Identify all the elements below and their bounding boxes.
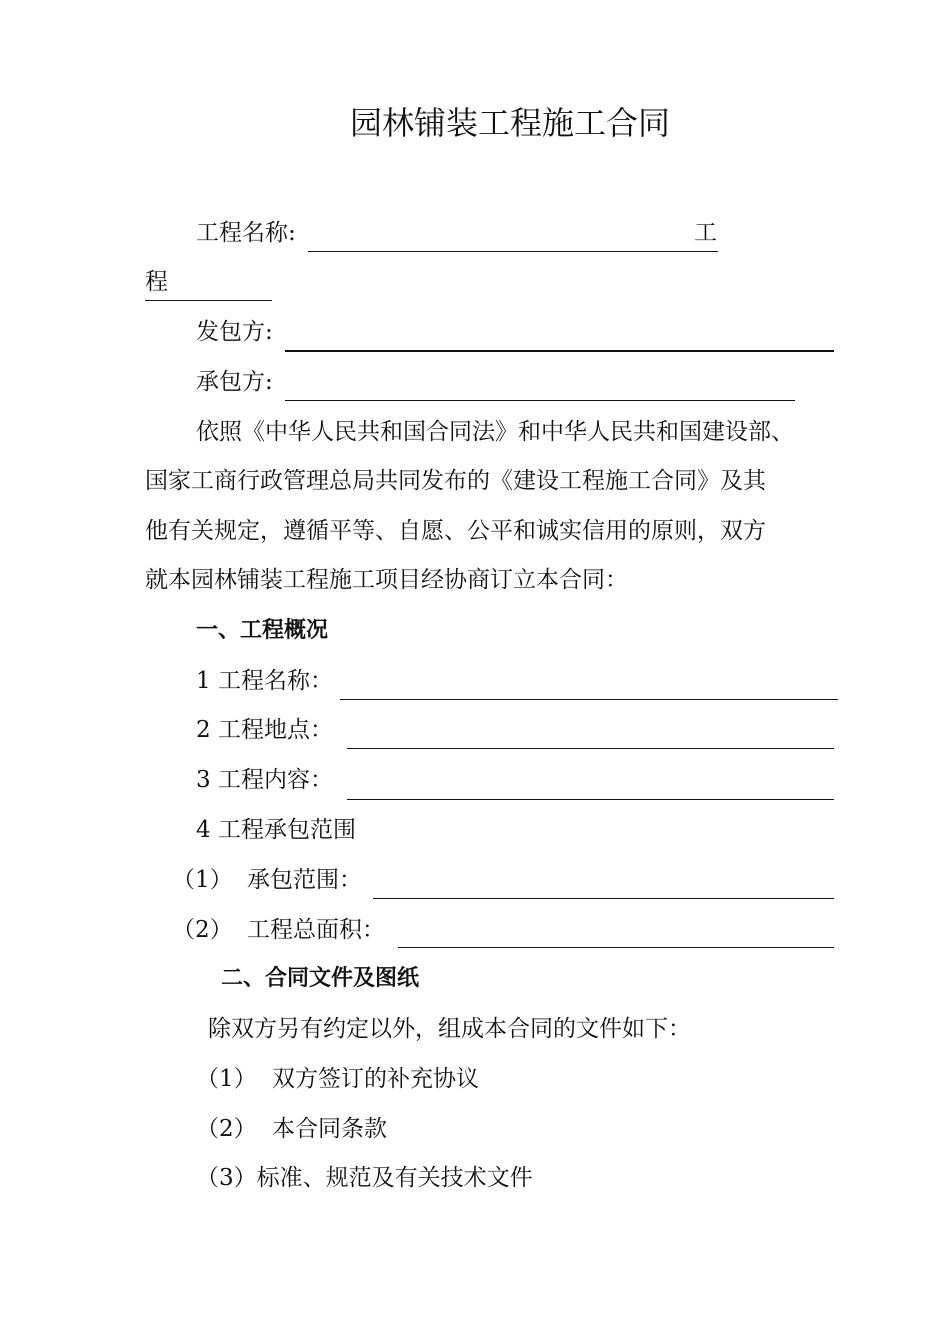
preamble-line-3: 他有关规定，遵循平等、自愿、公平和诚实信用的原则，双方 [145, 518, 766, 544]
project-suffix-b: 程 [145, 269, 168, 295]
item-2-field[interactable] [347, 748, 834, 749]
item-1-field[interactable] [340, 699, 838, 700]
preamble-line-4: 就本园林铺装工程施工项目经协商订立本合同： [145, 567, 628, 593]
doc-1-label: 双方签订的补充协议 [272, 1066, 479, 1092]
project-name-field-continued[interactable] [145, 300, 272, 301]
sub-1-label: 承包范围： [247, 867, 362, 893]
project-name-label: 工程名称: [196, 220, 296, 246]
project-suffix-a: 工 [694, 220, 717, 246]
doc-1-number: （1） [196, 1066, 257, 1092]
employer-field[interactable] [285, 350, 834, 352]
sub-2-label: 工程总面积： [247, 917, 385, 943]
item-4-label: 4 工程承包范围 [196, 817, 356, 843]
doc-2-number: （2） [196, 1116, 257, 1142]
section-2-heading: 二、合同文件及图纸 [221, 966, 420, 991]
section-1-heading: 一、工程概况 [196, 618, 329, 643]
preamble-line-1: 依照《中华人民共和国合同法》和中华人民共和国建设部、 [196, 419, 794, 445]
sub-1-field[interactable] [373, 898, 834, 899]
item-3-label: 3 工程内容： [196, 767, 333, 793]
doc-2-label: 本合同条款 [272, 1116, 387, 1142]
doc-3-label: （3）标准、规范及有关技术文件 [196, 1165, 533, 1191]
document-title: 园林铺装工程施工合同 [350, 104, 671, 142]
contractor-field[interactable] [285, 400, 795, 401]
sub-2-field[interactable] [398, 947, 834, 948]
item-3-field[interactable] [347, 799, 834, 800]
project-name-field[interactable] [308, 251, 718, 252]
sub-2-number: （2） [172, 917, 233, 943]
sub-1-number: （1） [172, 867, 233, 893]
contractor-label: 承包方: [196, 369, 273, 395]
preamble-line-2: 国家工商行政管理总局共同发布的《建设工程施工合同》及其 [145, 468, 766, 494]
employer-label: 发包方: [196, 319, 273, 345]
section-2-intro: 除双方另有约定以外，组成本合同的文件如下： [208, 1016, 691, 1042]
item-1-label: 1 工程名称： [196, 668, 333, 694]
item-2-label: 2 工程地点： [196, 717, 333, 743]
